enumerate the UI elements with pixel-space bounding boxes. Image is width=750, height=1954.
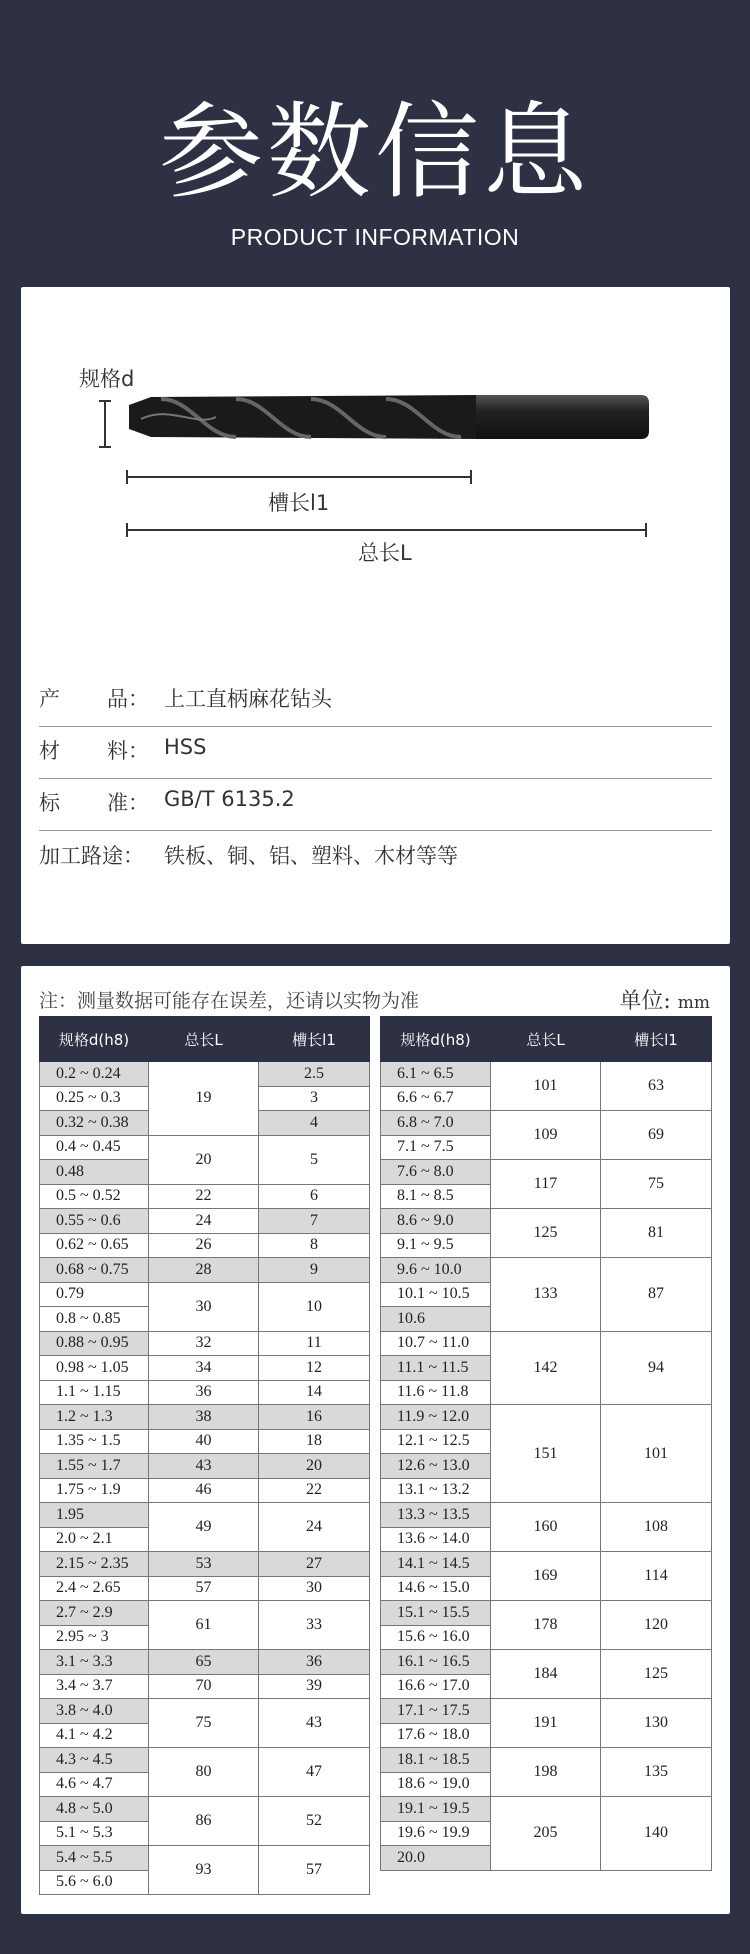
table-row <box>381 1405 712 1430</box>
measurement-note: 注：测量数据可能存在误差，还请以实物为准 <box>39 990 420 1012</box>
total-length-cell: 49 <box>149 1503 259 1552</box>
total-length-cell: 22 <box>149 1184 259 1209</box>
flute-length-cell: 2.5 <box>259 1062 370 1087</box>
spec-cell: 0.48 <box>40 1160 149 1185</box>
total-length-cell: 86 <box>149 1797 259 1846</box>
spec-cell: 0.62 ~ 0.65 <box>40 1233 149 1258</box>
spec-cell: 19.1 ~ 19.5 <box>381 1797 491 1822</box>
total-length-cell: 36 <box>149 1380 259 1405</box>
spec-cell: 0.98 ~ 1.05 <box>40 1356 149 1381</box>
table-row <box>40 1748 370 1773</box>
spec-divider <box>39 778 712 779</box>
total-length-cell: 30 <box>149 1282 259 1331</box>
table-row <box>40 1478 370 1503</box>
table-row <box>40 1184 370 1209</box>
table-row <box>40 1650 370 1675</box>
total-length-label: 总长L <box>358 541 412 565</box>
table-row <box>381 1797 712 1822</box>
table-row <box>381 1650 712 1675</box>
total-length-cell: 32 <box>149 1331 259 1356</box>
total-length-cell: 117 <box>491 1160 601 1209</box>
flute-length-cell: 101 <box>601 1405 712 1503</box>
spec-cell: 0.88 ~ 0.95 <box>40 1331 149 1356</box>
unit-label-text: 单位: <box>619 989 671 1014</box>
total-length-cell: 19 <box>149 1062 259 1136</box>
table-row <box>381 1160 712 1185</box>
table-row <box>40 1331 370 1356</box>
total-length-cell: 65 <box>149 1650 259 1675</box>
size-table-card <box>21 966 730 1914</box>
flute-length-cell: 43 <box>259 1699 370 1748</box>
spec-cell: 4.1 ~ 4.2 <box>40 1723 149 1748</box>
total-length-cell: 38 <box>149 1405 259 1430</box>
table-row <box>40 1405 370 1430</box>
total-length-cell: 26 <box>149 1233 259 1258</box>
flute-length-cell: 120 <box>601 1601 712 1650</box>
spec-cell: 17.6 ~ 18.0 <box>381 1723 491 1748</box>
spec-cell: 7.1 ~ 7.5 <box>381 1135 491 1160</box>
table-row <box>381 1062 712 1087</box>
table-row <box>381 1111 712 1136</box>
spec-divider <box>39 726 712 727</box>
flute-length-cell: 6 <box>259 1184 370 1209</box>
spec-cell: 0.5 ~ 0.52 <box>40 1184 149 1209</box>
total-length-cell: 125 <box>491 1209 601 1258</box>
flute-length-cell: 27 <box>259 1552 370 1577</box>
table-row <box>40 1356 370 1381</box>
spec-cell: 4.3 ~ 4.5 <box>40 1748 149 1773</box>
header-total-length: 总长L <box>149 1017 259 1062</box>
spec-cell: 13.6 ~ 14.0 <box>381 1527 491 1552</box>
spec-d-label: 规格d <box>79 367 135 391</box>
flute-length-cell: 5 <box>259 1135 370 1184</box>
table-row <box>40 1282 370 1307</box>
spec-cell: 5.1 ~ 5.3 <box>40 1821 149 1846</box>
flute-length-cell: 63 <box>601 1062 712 1111</box>
table-row <box>381 1331 712 1356</box>
spec-cell: 1.1 ~ 1.15 <box>40 1380 149 1405</box>
spec-cell: 2.4 ~ 2.65 <box>40 1576 149 1601</box>
spec-row <box>39 683 712 735</box>
unit-value: mm <box>677 993 710 1013</box>
total-length-cell: 28 <box>149 1258 259 1283</box>
flute-length-cell: 7 <box>259 1209 370 1234</box>
spec-cell: 10.1 ~ 10.5 <box>381 1282 491 1307</box>
total-length-cell: 80 <box>149 1748 259 1797</box>
spec-cell: 5.6 ~ 6.0 <box>40 1870 149 1895</box>
spec-cell: 0.2 ~ 0.24 <box>40 1062 149 1087</box>
table-row <box>40 1380 370 1405</box>
total-length-cell: 40 <box>149 1429 259 1454</box>
spec-cell: 12.6 ~ 13.0 <box>381 1454 491 1479</box>
table-row <box>40 1062 370 1087</box>
total-length-cell: 198 <box>491 1748 601 1797</box>
total-length-cell: 75 <box>149 1699 259 1748</box>
flute-length-cell: 39 <box>259 1674 370 1699</box>
total-length-cell: 101 <box>491 1062 601 1111</box>
flute-length-label: 槽长l1 <box>268 491 330 515</box>
spec-cell: 7.6 ~ 8.0 <box>381 1160 491 1185</box>
spec-cell: 1.35 ~ 1.5 <box>40 1429 149 1454</box>
total-length-cell: 109 <box>491 1111 601 1160</box>
table-row <box>40 1601 370 1626</box>
flute-length-cell: 11 <box>259 1331 370 1356</box>
table-row <box>381 1748 712 1773</box>
spec-cell: 2.7 ~ 2.9 <box>40 1601 149 1626</box>
spec-cell: 5.4 ~ 5.5 <box>40 1846 149 1871</box>
table-row <box>381 1209 712 1234</box>
spec-cell: 17.1 ~ 17.5 <box>381 1699 491 1724</box>
flute-length-cell: 81 <box>601 1209 712 1258</box>
spec-cell: 0.55 ~ 0.6 <box>40 1209 149 1234</box>
product-info-card <box>21 287 730 944</box>
flute-length-cell: 16 <box>259 1405 370 1430</box>
flute-length-cell: 4 <box>259 1111 370 1136</box>
spec-cell: 1.75 ~ 1.9 <box>40 1478 149 1503</box>
header-spec: 规格d(h8) <box>40 1017 149 1062</box>
spec-cell: 11.1 ~ 11.5 <box>381 1356 491 1381</box>
total-length-cell: 160 <box>491 1503 601 1552</box>
total-length-cell: 191 <box>491 1699 601 1748</box>
table-row <box>40 1135 370 1160</box>
table-row <box>40 1846 370 1871</box>
total-length-cell: 151 <box>491 1405 601 1503</box>
spec-value: 上工直柄麻花钻头 <box>164 687 332 711</box>
spec-cell: 2.95 ~ 3 <box>40 1625 149 1650</box>
spec-row <box>39 840 712 892</box>
flute-length-cell: 57 <box>259 1846 370 1895</box>
flute-length-cell: 20 <box>259 1454 370 1479</box>
size-table-right <box>380 1016 712 1871</box>
spec-cell: 16.6 ~ 17.0 <box>381 1674 491 1699</box>
total-length-cell: 169 <box>491 1552 601 1601</box>
spec-cell: 13.3 ~ 13.5 <box>381 1503 491 1528</box>
spec-row <box>39 787 712 839</box>
spec-cell: 6.1 ~ 6.5 <box>381 1062 491 1087</box>
spec-cell: 1.2 ~ 1.3 <box>40 1405 149 1430</box>
total-length-cell: 53 <box>149 1552 259 1577</box>
table-row <box>40 1233 370 1258</box>
flute-length-cell: 10 <box>259 1282 370 1331</box>
spec-cell: 18.1 ~ 18.5 <box>381 1748 491 1773</box>
flute-length-cell: 8 <box>259 1233 370 1258</box>
spec-cell: 3.4 ~ 3.7 <box>40 1674 149 1699</box>
spec-cell: 2.0 ~ 2.1 <box>40 1527 149 1552</box>
table-row <box>40 1797 370 1822</box>
spec-key-char: 料： <box>107 739 149 763</box>
spec-cell: 8.1 ~ 8.5 <box>381 1184 491 1209</box>
spec-cell: 20.0 <box>381 1846 491 1871</box>
total-length-cell: 20 <box>149 1135 259 1184</box>
flute-length-cell: 12 <box>259 1356 370 1381</box>
spec-value: HSS <box>164 735 207 759</box>
flute-length-cell: 108 <box>601 1503 712 1552</box>
flute-length-cell: 94 <box>601 1331 712 1405</box>
table-row <box>381 1601 712 1626</box>
spec-cell: 10.7 ~ 11.0 <box>381 1331 491 1356</box>
flute-length-cell: 140 <box>601 1797 712 1871</box>
spec-cell: 0.4 ~ 0.45 <box>40 1135 149 1160</box>
table-row <box>381 1503 712 1528</box>
flute-length-cell: 30 <box>259 1576 370 1601</box>
spec-cell: 3.1 ~ 3.3 <box>40 1650 149 1675</box>
table-row <box>40 1454 370 1479</box>
table-row <box>40 1576 370 1601</box>
spec-cell: 15.6 ~ 16.0 <box>381 1625 491 1650</box>
flute-length-cell: 3 <box>259 1086 370 1111</box>
flute-length-cell: 36 <box>259 1650 370 1675</box>
total-length-cell: 46 <box>149 1478 259 1503</box>
spec-cell: 18.6 ~ 19.0 <box>381 1772 491 1797</box>
total-length-cell: 57 <box>149 1576 259 1601</box>
table-row <box>381 1552 712 1577</box>
spec-cell: 13.1 ~ 13.2 <box>381 1478 491 1503</box>
size-table-left <box>39 1016 370 1895</box>
flute-length-cell: 33 <box>259 1601 370 1650</box>
drill-diagram <box>21 287 730 687</box>
spec-cell: 11.9 ~ 12.0 <box>381 1405 491 1430</box>
total-length-cell: 178 <box>491 1601 601 1650</box>
spec-key-char: 品： <box>107 687 149 711</box>
spec-cell: 0.25 ~ 0.3 <box>40 1086 149 1111</box>
spec-cell: 14.6 ~ 15.0 <box>381 1576 491 1601</box>
table-row <box>40 1552 370 1577</box>
spec-cell: 1.55 ~ 1.7 <box>40 1454 149 1479</box>
spec-cell: 11.6 ~ 11.8 <box>381 1380 491 1405</box>
flute-length-cell: 52 <box>259 1797 370 1846</box>
header-flute-length: 槽长l1 <box>601 1017 712 1062</box>
flute-length-cell: 130 <box>601 1699 712 1748</box>
total-length-cell: 184 <box>491 1650 601 1699</box>
spec-cell: 14.1 ~ 14.5 <box>381 1552 491 1577</box>
total-length-cell: 24 <box>149 1209 259 1234</box>
flute-length-cell: 75 <box>601 1160 712 1209</box>
header-flute-length: 槽长l1 <box>259 1017 370 1062</box>
table-row <box>40 1699 370 1724</box>
spec-value: 铁板、铜、铝、塑料、木材等等 <box>164 844 458 868</box>
total-length-cell: 34 <box>149 1356 259 1381</box>
flute-length-cell: 47 <box>259 1748 370 1797</box>
spec-key-char: 准： <box>107 791 149 815</box>
spec-cell: 0.68 ~ 0.75 <box>40 1258 149 1283</box>
flute-length-cell: 135 <box>601 1748 712 1797</box>
flute-length-cell: 22 <box>259 1478 370 1503</box>
spec-cell: 4.6 ~ 4.7 <box>40 1772 149 1797</box>
flute-length-cell: 9 <box>259 1258 370 1283</box>
total-length-cell: 142 <box>491 1331 601 1405</box>
spec-cell: 4.8 ~ 5.0 <box>40 1797 149 1822</box>
spec-cell: 0.79 <box>40 1282 149 1307</box>
table-row <box>381 1258 712 1283</box>
spec-cell: 6.8 ~ 7.0 <box>381 1111 491 1136</box>
table-row <box>40 1503 370 1528</box>
spec-cell: 0.8 ~ 0.85 <box>40 1307 149 1332</box>
page-subtitle: PRODUCT INFORMATION <box>230 224 520 250</box>
table-row <box>40 1429 370 1454</box>
flute-length-cell: 87 <box>601 1258 712 1332</box>
spec-cell: 8.6 ~ 9.0 <box>381 1209 491 1234</box>
spec-cell: 0.32 ~ 0.38 <box>40 1111 149 1136</box>
total-length-cell: 205 <box>491 1797 601 1871</box>
table-row <box>40 1258 370 1283</box>
spec-value: GB/T 6135.2 <box>164 787 295 811</box>
total-length-cell: 133 <box>491 1258 601 1332</box>
spec-cell: 16.1 ~ 16.5 <box>381 1650 491 1675</box>
header-spec: 规格d(h8) <box>381 1017 491 1062</box>
drill-bit-image <box>21 287 730 687</box>
flute-length-cell: 69 <box>601 1111 712 1160</box>
spec-cell: 3.8 ~ 4.0 <box>40 1699 149 1724</box>
spec-cell: 19.6 ~ 19.9 <box>381 1821 491 1846</box>
table-row <box>40 1209 370 1234</box>
flute-length-cell: 18 <box>259 1429 370 1454</box>
spec-cell: 12.1 ~ 12.5 <box>381 1429 491 1454</box>
table-row <box>40 1674 370 1699</box>
flute-length-cell: 14 <box>259 1380 370 1405</box>
header-total-length: 总长L <box>491 1017 601 1062</box>
spec-cell: 9.6 ~ 10.0 <box>381 1258 491 1283</box>
spec-cell: 10.6 <box>381 1307 491 1332</box>
table-row <box>381 1699 712 1724</box>
total-length-cell: 70 <box>149 1674 259 1699</box>
spec-cell: 6.6 ~ 6.7 <box>381 1086 491 1111</box>
spec-divider <box>39 830 712 831</box>
total-length-cell: 43 <box>149 1454 259 1479</box>
page-title: 参数信息 <box>158 91 591 213</box>
flute-length-cell: 24 <box>259 1503 370 1552</box>
spec-cell: 2.15 ~ 2.35 <box>40 1552 149 1577</box>
unit-label <box>619 984 710 1015</box>
spec-row <box>39 735 712 787</box>
spec-cell: 9.1 ~ 9.5 <box>381 1233 491 1258</box>
total-length-cell: 93 <box>149 1846 259 1895</box>
spec-key-char: 材 <box>39 739 60 763</box>
spec-cell: 1.95 <box>40 1503 149 1528</box>
spec-key-char: 标 <box>39 791 60 815</box>
spec-key-char: 产 <box>39 687 60 711</box>
flute-length-cell: 125 <box>601 1650 712 1699</box>
total-length-cell: 61 <box>149 1601 259 1650</box>
spec-key-char: 加工路途： <box>39 844 144 868</box>
spec-cell: 15.1 ~ 15.5 <box>381 1601 491 1626</box>
flute-length-cell: 114 <box>601 1552 712 1601</box>
